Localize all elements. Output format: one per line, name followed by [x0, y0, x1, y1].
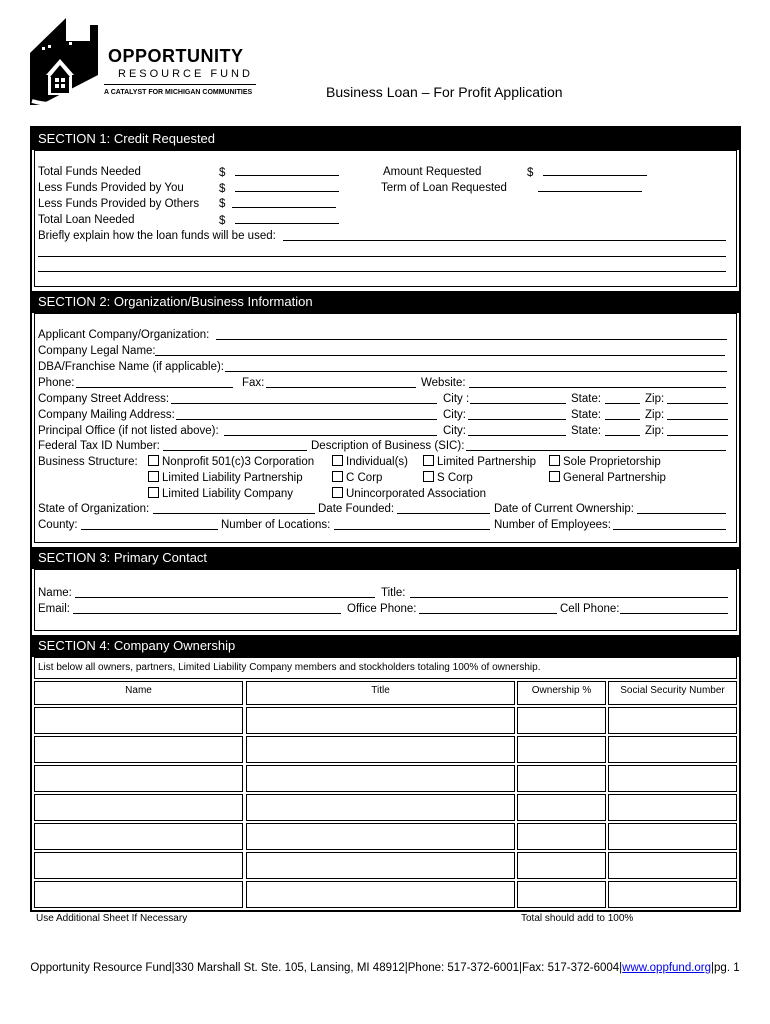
ownership-table-cell[interactable]	[608, 794, 737, 821]
dba-field[interactable]	[225, 371, 727, 372]
legal-name-label: Company Legal Name:	[38, 345, 156, 357]
footer-website-link[interactable]: www.oppfund.org	[622, 962, 712, 974]
principal-city-field[interactable]	[468, 435, 566, 436]
street-label: Company Street Address:	[38, 393, 170, 405]
llp-checkbox[interactable]: Limited Liability Partnership	[148, 471, 303, 485]
street-zip-label: Zip:	[645, 393, 665, 405]
document-title: Business Loan – For Profit Application	[326, 84, 563, 100]
cell-phone-label: Cell Phone:	[560, 603, 620, 615]
house-logo-icon	[22, 15, 122, 115]
section1-header: SECTION 1: Credit Requested	[32, 128, 739, 150]
ownership-table-cell[interactable]	[517, 823, 606, 850]
amount-requested-field[interactable]: $	[527, 165, 647, 180]
county-field[interactable]	[81, 529, 218, 530]
ownership-table-cell[interactable]	[34, 736, 243, 763]
less-others-label: Less Funds Provided by Others	[38, 198, 200, 210]
date-ownership-label: Date of Current Ownership:	[494, 503, 634, 515]
total-note: Total should add to 100%	[521, 913, 634, 924]
phone-field[interactable]	[76, 387, 233, 388]
ownership-table-cell[interactable]	[517, 881, 606, 908]
ownership-table-cell[interactable]	[246, 794, 515, 821]
contact-name-field[interactable]	[75, 597, 375, 598]
ownership-table-cell[interactable]	[246, 765, 515, 792]
llc-checkbox[interactable]: Limited Liability Company	[148, 487, 293, 501]
ownership-table-cell[interactable]	[517, 794, 606, 821]
ownership-table-cell[interactable]	[246, 852, 515, 879]
footer-address: Opportunity Resource Fund|330 Marshall St. Ste. 105, Lansing, MI 48912|Phone: 517-372-6001|Fax: 517-372-6004|	[30, 962, 623, 974]
ownership-table-cell[interactable]	[34, 707, 243, 734]
total-loan-label: Total Loan Needed	[38, 214, 135, 226]
limited-partnership-checkbox[interactable]: Limited Partnership	[423, 455, 536, 469]
applicant-field[interactable]	[216, 339, 727, 340]
ownership-table-cell[interactable]	[246, 707, 515, 734]
mailing-city-field[interactable]	[468, 419, 566, 420]
mailing-state-field[interactable]	[605, 419, 640, 420]
section3-box	[34, 569, 737, 631]
county-label: County:	[38, 519, 78, 531]
total-loan-field[interactable]: $	[219, 213, 339, 228]
ownership-table-cell[interactable]	[517, 736, 606, 763]
principal-state-field[interactable]	[605, 435, 640, 436]
ownership-column-header: Title	[246, 681, 515, 705]
locations-label: Number of Locations:	[221, 519, 331, 531]
sic-label: Description of Business (SIC):	[311, 440, 465, 452]
sic-field[interactable]	[466, 450, 726, 451]
mailing-zip-label: Zip:	[645, 409, 665, 421]
tax-id-label: Federal Tax ID Number:	[38, 440, 160, 452]
contact-email-label: Email:	[38, 603, 70, 615]
ownership-table-cell[interactable]	[517, 852, 606, 879]
explain-line-1[interactable]	[283, 240, 726, 241]
less-others-field[interactable]: $	[219, 198, 226, 210]
ownership-table-cell[interactable]	[517, 707, 606, 734]
principal-city-label: City:	[443, 425, 466, 437]
legal-name-field[interactable]	[155, 355, 725, 356]
principal-label: Principal Office (if not listed above):	[38, 425, 219, 437]
less-others-line	[232, 207, 336, 208]
total-funds-label: Total Funds Needed	[38, 166, 141, 178]
footer-page-number: |pg. 1	[711, 962, 740, 974]
ownership-table-cell[interactable]	[246, 736, 515, 763]
employees-label: Number of Employees:	[494, 519, 611, 531]
principal-zip-field[interactable]	[667, 435, 728, 436]
ownership-table-cell[interactable]	[608, 823, 737, 850]
ownership-table-cell[interactable]	[246, 881, 515, 908]
website-label: Website:	[421, 377, 466, 389]
logo-rule	[104, 84, 256, 85]
page-footer	[0, 962, 770, 974]
org-tagline: A CATALYST FOR MICHIGAN COMMUNITIES	[104, 89, 253, 96]
date-founded-label: Date Founded:	[318, 503, 395, 515]
cell-phone-field[interactable]	[620, 613, 728, 614]
street-state-label: State:	[571, 393, 602, 405]
additional-sheet-note: Use Additional Sheet If Necessary	[36, 913, 188, 924]
explain-label: Briefly explain how the loan funds will be used:	[38, 230, 276, 242]
less-you-label: Less Funds Provided by You	[38, 182, 184, 194]
mailing-state-label: State:	[571, 409, 602, 421]
individual-checkbox[interactable]: Individual(s)	[332, 455, 408, 469]
fax-field[interactable]	[266, 387, 416, 388]
sole-proprietorship-checkbox[interactable]: Sole Proprietorship	[549, 455, 661, 469]
state-org-label: State of Organization:	[38, 503, 150, 515]
ownership-table-cell[interactable]	[517, 765, 606, 792]
street-field[interactable]	[171, 403, 437, 404]
mailing-city-label: City:	[443, 409, 466, 421]
s-corp-checkbox[interactable]: S Corp	[423, 471, 473, 485]
mailing-label: Company Mailing Address:	[38, 409, 175, 421]
street-city-label: City :	[443, 393, 470, 405]
ownership-table-cell[interactable]	[34, 823, 243, 850]
office-phone-label: Office Phone:	[347, 603, 417, 615]
nonprofit-checkbox[interactable]: Nonprofit 501(c)3 Corporation	[148, 455, 314, 469]
structure-label: Business Structure:	[38, 456, 138, 468]
date-founded-field[interactable]	[397, 513, 490, 514]
ownership-table-cell[interactable]	[34, 881, 243, 908]
state-org-field[interactable]	[153, 513, 315, 514]
section3-header: SECTION 3: Primary Contact	[32, 547, 739, 569]
term-requested-label: Term of Loan Requested	[381, 182, 507, 194]
section2-header: SECTION 2: Organization/Business Information	[32, 291, 739, 313]
ownership-table-cell[interactable]	[34, 852, 243, 879]
ownership-column-header: Social Security Number	[608, 681, 737, 705]
ownership-table-cell[interactable]	[608, 736, 737, 763]
mailing-field[interactable]	[176, 419, 437, 420]
mailing-zip-field[interactable]	[667, 419, 728, 420]
date-ownership-field[interactable]	[637, 513, 726, 514]
website-field[interactable]	[469, 387, 726, 388]
fax-label: Fax:	[242, 377, 265, 389]
ownership-table-cell[interactable]	[34, 794, 243, 821]
contact-title-field[interactable]	[410, 597, 728, 598]
ownership-instructions: List below all owners, partners, Limited Liability Company members and stockholders totaling 100% of ownership.	[38, 662, 541, 673]
employees-field[interactable]	[613, 529, 726, 530]
contact-email-field[interactable]	[73, 613, 341, 614]
ownership-table-cell[interactable]	[34, 765, 243, 792]
c-corp-checkbox[interactable]: C Corp	[332, 471, 382, 485]
explain-line-3[interactable]	[38, 271, 726, 272]
principal-state-label: State:	[571, 425, 602, 437]
tax-id-field[interactable]	[163, 450, 307, 451]
explain-line-2[interactable]	[38, 256, 726, 257]
org-name: OPPORTUNITY	[108, 46, 244, 66]
ownership-table-cell[interactable]	[608, 707, 737, 734]
contact-title-label: Title:	[381, 587, 406, 599]
section4-header: SECTION 4: Company Ownership	[32, 635, 739, 657]
ownership-table-cell[interactable]	[608, 765, 737, 792]
ownership-table-cell[interactable]	[246, 823, 515, 850]
ownership-column-header: Ownership %	[517, 681, 606, 705]
amount-requested-label: Amount Requested	[383, 166, 482, 178]
ownership-column-header: Name	[34, 681, 243, 705]
less-you-field[interactable]: $	[219, 181, 339, 196]
ownership-table-cell[interactable]	[608, 852, 737, 879]
term-requested-field[interactable]	[538, 191, 642, 192]
locations-field[interactable]	[334, 529, 490, 530]
total-funds-field[interactable]: $	[219, 165, 339, 180]
unincorporated-checkbox[interactable]: Unincorporated Association	[332, 487, 486, 501]
street-state-field[interactable]	[605, 403, 640, 404]
street-city-field[interactable]	[470, 403, 566, 404]
dba-label: DBA/Franchise Name (if applicable):	[38, 361, 224, 373]
phone-label: Phone:	[38, 377, 75, 389]
street-zip-field[interactable]	[667, 403, 728, 404]
principal-zip-label: Zip:	[645, 425, 665, 437]
org-subname: RESOURCE FUND	[118, 68, 253, 80]
ownership-table-cell[interactable]	[608, 881, 737, 908]
applicant-label: Applicant Company/Organization:	[38, 329, 210, 341]
principal-field[interactable]	[224, 435, 437, 436]
general-partnership-checkbox[interactable]: General Partnership	[549, 471, 666, 485]
contact-name-label: Name:	[38, 587, 72, 599]
office-phone-field[interactable]	[419, 613, 557, 614]
